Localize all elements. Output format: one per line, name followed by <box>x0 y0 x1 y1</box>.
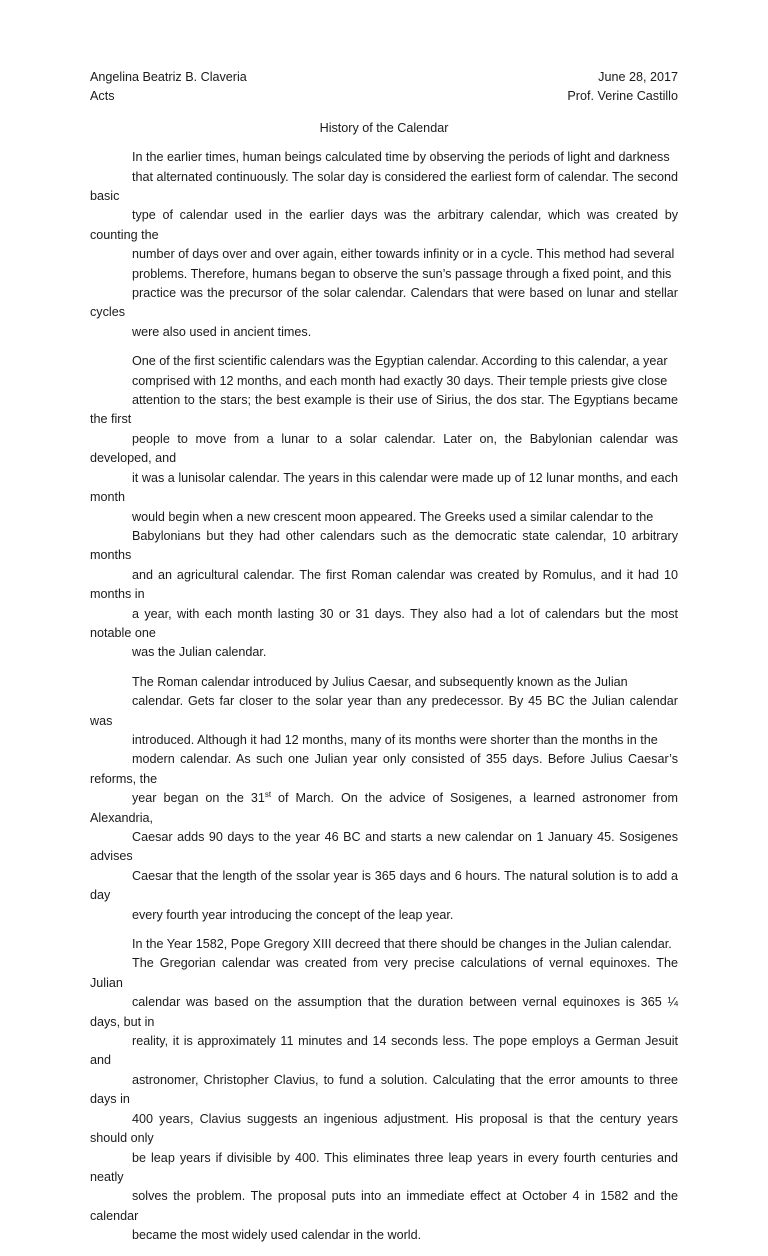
paragraph-line: people to move from a lunar to a solar calendar. Later on, the Babylonian calendar was developed, and <box>90 431 678 466</box>
paragraph-line: number of days over and over again, either towards infinity or in a cycle. This method had several <box>132 247 675 262</box>
document-title: History of the Calendar <box>319 120 449 135</box>
paragraph-line: were also used in ancient times. <box>132 324 312 339</box>
professor-name: Prof. Verine Castillo <box>567 89 678 104</box>
header-row-2 <box>90 87 678 106</box>
paragraph-line: would begin when a new crescent moon appeared. The Greeks used a similar calendar to the <box>132 509 654 524</box>
paragraph-line: that alternated continuously. The solar day is considered the earliest form of calendar. The second basic <box>90 169 678 203</box>
paragraph-line: introduced. Although it had 12 months, many of its months were shorter than the months in the <box>132 732 658 747</box>
paragraph-line: type of calendar used in the earlier days was the arbitrary calendar, which was created by counting the <box>90 208 678 242</box>
document-body <box>90 148 678 1245</box>
document-date: June 28, 2017 <box>598 70 678 84</box>
paragraph-line: problems. Therefore, humans began to observe the sun’s passage through a fixed point, and this <box>132 266 672 281</box>
paragraph-line: attention to the stars; the best example is their use of Sirius, the dos star. The Egyptians became the first <box>90 393 678 427</box>
paragraph-line: In the earlier times, human beings calculated time by observing the periods of light and darkness <box>132 150 670 165</box>
document-page <box>90 68 678 1256</box>
paragraph <box>90 673 678 925</box>
subject-name: Acts <box>90 89 115 104</box>
paragraph <box>90 935 678 1246</box>
paragraph-line: Babylonians but they had other calendars such as the democratic state calendar, 10 arbitrary months <box>90 528 678 563</box>
paragraph-line: The Gregorian calendar was created from very precise calculations of vernal equinoxes. The Julian <box>90 956 678 990</box>
paragraph-line: every fourth year introducing the concept of the leap year. <box>132 907 454 922</box>
paragraph-line: practice was the precursor of the solar calendar. Calendars that were based on lunar and stellar cycles <box>90 286 678 320</box>
paragraph <box>90 352 678 663</box>
paragraph <box>90 148 678 342</box>
paragraph-line: 400 years, Clavius suggests an ingenious adjustment. His proposal is that the century years should only <box>90 1111 678 1146</box>
paragraph-line: One of the first scientific calendars was the Egyptian calendar. According to this calendar, a year <box>132 354 668 369</box>
paragraph-line: calendar. Gets far closer to the solar year than any predecessor. By 45 BC the Julian calendar was <box>90 694 678 728</box>
paragraph-line: In the Year 1582, Pope Gregory XIII decreed that there should be changes in the Julian calendar. <box>132 937 672 952</box>
header-row-1 <box>90 68 678 87</box>
paragraph-line: it was a lunisolar calendar. The years in this calendar were made up of 12 lunar months, and each month <box>90 470 678 505</box>
paragraph-line: The Roman calendar introduced by Julius Caesar, and subsequently known as the Julian <box>132 674 628 689</box>
paragraph-line: solves the problem. The proposal puts into an immediate effect at October 4 in 1582 and the calendar <box>90 1189 678 1223</box>
paragraph-line: Caesar adds 90 days to the year 46 BC and starts a new calendar on 1 January 45. Sosigenes advises <box>90 830 678 864</box>
paragraph-line: calendar was based on the assumption that the duration between vernal equinoxes is 365 ¼ days, but in <box>90 995 678 1029</box>
paragraph-line: became the most widely used calendar in the world. <box>132 1228 422 1243</box>
paragraph-line: and an agricultural calendar. The first Roman calendar was created by Romulus, and it had 10 months in <box>90 567 678 602</box>
paragraph-line: Caesar that the length of the ssolar year is 365 days and 6 hours. The natural solution is to add a day <box>90 868 678 903</box>
paragraph-line: modern calendar. As such one Julian year only consisted of 355 days. Before Julius Caesar’s reforms, the <box>90 752 678 786</box>
paragraph-line: astronomer, Christopher Clavius, to fund a solution. Calculating that the error amounts to three days in <box>90 1072 678 1107</box>
paragraph-line: reality, it is approximately 11 minutes and 14 seconds less. The pope employs a German Jesuit and <box>90 1034 678 1068</box>
paragraph-line: be leap years if divisible by 400. This eliminates three leap years in every fourth centuries and neatly <box>90 1150 678 1184</box>
paragraph-line: was the Julian calendar. <box>132 645 267 660</box>
paragraph-line: year began on the 31st of March. On the advice of Sosigenes, a learned astronomer from Alexandria, <box>90 790 678 825</box>
paragraph-line: comprised with 12 months, and each month had exactly 30 days. Their temple priests give close <box>132 373 668 388</box>
paragraph-line: a year, with each month lasting 30 or 31 days. They also had a lot of calendars but the most notable one <box>90 606 678 640</box>
author-name: Angelina Beatriz B. Claveria <box>90 70 247 84</box>
